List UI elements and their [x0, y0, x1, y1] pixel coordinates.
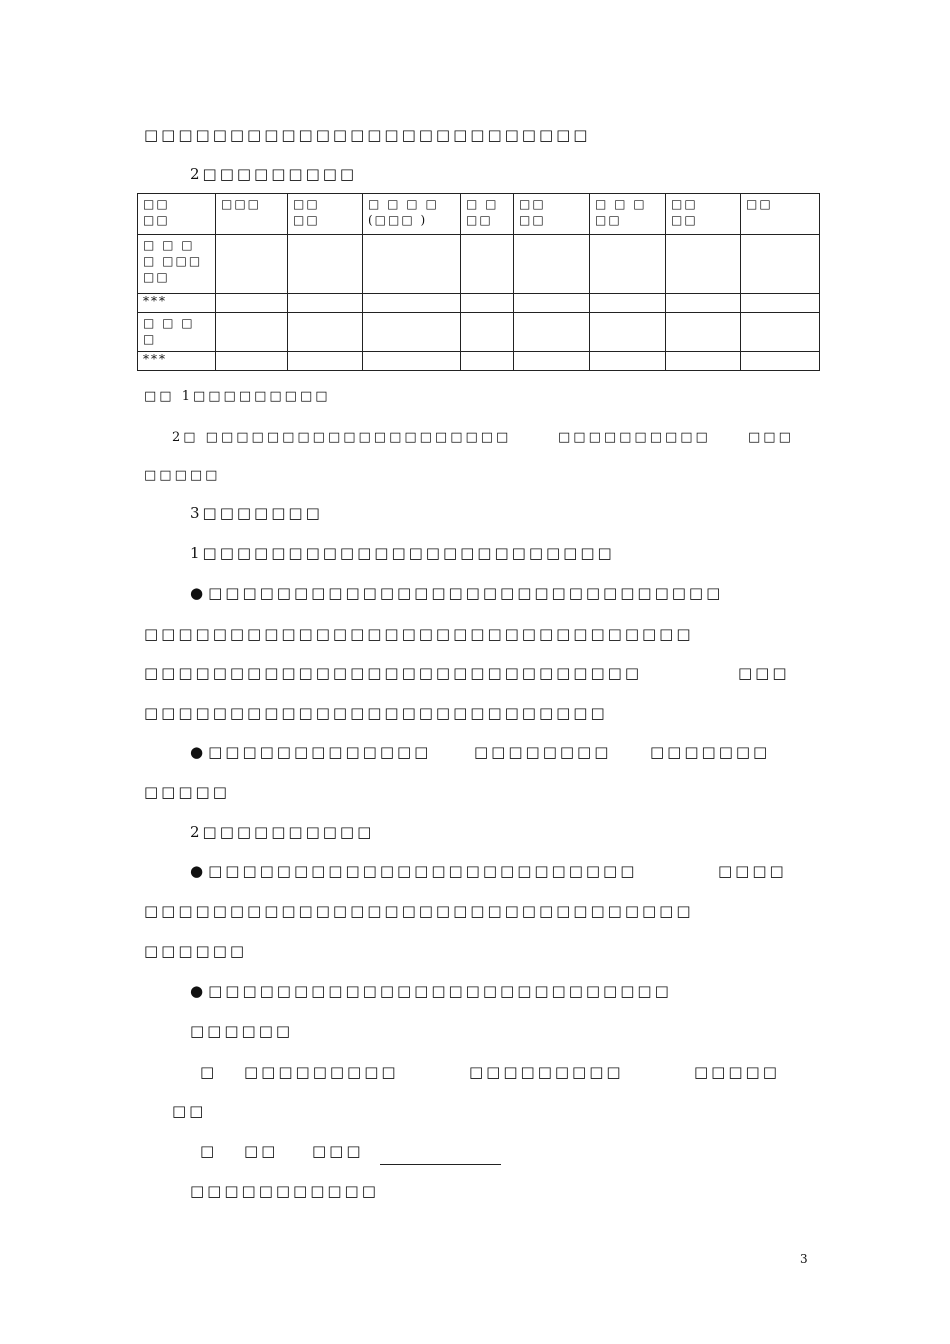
option-text: □□□ — [312, 1142, 364, 1160]
table-cell — [741, 352, 820, 371]
table-cell — [216, 352, 288, 371]
table-cell: □ □ □ □ — [138, 313, 216, 352]
table-cell — [461, 352, 514, 371]
table-cell — [216, 235, 288, 294]
table-cell — [363, 235, 461, 294]
table-cell — [590, 352, 666, 371]
table-cell — [514, 294, 590, 313]
table-cell — [741, 294, 820, 313]
list-item — [190, 861, 637, 881]
table-header-cell: □ □ □ □□ — [590, 194, 666, 235]
text-line: □□□□□□□□□□□□□□□□□□□□□□□□□□□□□ — [144, 664, 642, 682]
text-line: □□□□□□□□□□□□□□□□□□□□□□□□□□□□□□□□ — [144, 902, 694, 920]
option-text: □□□□□□□□□ — [469, 1063, 624, 1081]
table-cell — [590, 235, 666, 294]
table-cell — [216, 313, 288, 352]
text-line: □□□□□□ — [190, 1022, 294, 1040]
table-cell: *** — [138, 352, 216, 371]
bullet-icon: ● — [190, 743, 207, 761]
page-number: 3 — [800, 1252, 808, 1266]
table-note: □□ 1□□□□□□□□□ — [144, 389, 331, 404]
checkbox-mark: □ — [200, 1063, 218, 1081]
table-row — [138, 313, 820, 352]
table-note: 2□ □□□□□□□□□□□□□□□□□□□□ — [172, 430, 512, 445]
text-line: □□□□□□□□□□□□□□□□□□□□□□□□□□ — [144, 126, 591, 144]
table-header-cell: □□ □□ — [138, 194, 216, 235]
fill-in-blank — [380, 1163, 501, 1165]
table-cell — [288, 313, 363, 352]
table-note: □□□ — [748, 430, 794, 445]
subsection-heading: 1□□□□□□□□□□□□□□□□□□□□□□□□ — [190, 544, 615, 562]
table-cell — [288, 352, 363, 371]
table-cell — [666, 313, 741, 352]
data-table — [137, 193, 820, 371]
table-cell — [461, 235, 514, 294]
option-text: □□□□□ — [694, 1063, 780, 1081]
table-header-cell: □□ □□ — [666, 194, 741, 235]
table-cell — [461, 294, 514, 313]
text-line: □□ — [172, 1102, 207, 1120]
text-line: □□□□□□□ — [650, 743, 771, 761]
option-text: □□□□□□□□□ — [244, 1063, 399, 1081]
table-cell — [363, 352, 461, 371]
table-cell — [288, 294, 363, 313]
table-cell — [741, 313, 820, 352]
table-cell — [590, 294, 666, 313]
table-cell — [514, 352, 590, 371]
table-row — [138, 235, 820, 294]
list-item — [190, 742, 431, 762]
bullet-icon: ● — [190, 862, 207, 880]
table-cell — [514, 313, 590, 352]
table-note: □□□□□□□□□□ — [558, 430, 711, 445]
text-line: □□□□□□□□□□□□□□□□□□□□□□□□□□□□□□□□ — [144, 625, 694, 643]
table-cell: *** — [138, 294, 216, 313]
table-header-cell: □ □ □□ — [461, 194, 514, 235]
table-cell: □ □ □ □ □□□ □□ — [138, 235, 216, 294]
text-line: □□□□□ — [144, 783, 230, 801]
table-cell — [363, 294, 461, 313]
table-cell — [666, 294, 741, 313]
text-line: □□□□ — [718, 862, 787, 880]
text-line: □□□□□□ — [144, 942, 248, 960]
bullet-icon: ● — [190, 982, 207, 1000]
table-cell — [666, 352, 741, 371]
table-cell — [666, 235, 741, 294]
option-text: □□ — [244, 1142, 279, 1160]
text-line: □□□ — [738, 664, 790, 682]
table-header-cell: □□ □□ — [288, 194, 363, 235]
table-header-cell: □□□ — [216, 194, 288, 235]
section-heading: 2□□□□□□□□□ — [190, 165, 358, 183]
table-cell — [363, 313, 461, 352]
table-row — [138, 294, 820, 313]
table-cell — [461, 313, 514, 352]
list-item-text: □□□□□□□□□□□□□ — [208, 743, 432, 761]
checkbox-mark: □ — [200, 1142, 218, 1160]
subsection-heading: 2□□□□□□□□□□ — [190, 823, 375, 841]
table-header-cell: □ □ □ □ (□□□ ) — [363, 194, 461, 235]
text-line: □□□□□□□□ — [474, 743, 612, 761]
table-note: □□□□□ — [144, 468, 221, 483]
list-item-text: □□□□□□□□□□□□□□□□□□□□□□□□□□□ — [208, 982, 672, 1000]
text-line: □□□□□□□□□□□ — [190, 1182, 379, 1200]
text-line: □□□□□□□□□□□□□□□□□□□□□□□□□□□ — [144, 704, 608, 722]
table-cell — [216, 294, 288, 313]
table-header-cell: □□ □□ — [514, 194, 590, 235]
list-item — [190, 583, 723, 603]
list-item-text: □□□□□□□□□□□□□□□□□□□□□□□□□□□□□□ — [208, 584, 724, 602]
table-row — [138, 352, 820, 371]
table-cell — [514, 235, 590, 294]
table-header-row — [138, 194, 820, 235]
list-item — [190, 981, 672, 1001]
table-cell — [288, 235, 363, 294]
bullet-icon: ● — [190, 584, 207, 602]
table-header-cell: □□ — [741, 194, 820, 235]
section-heading: 3□□□□□□□ — [190, 504, 323, 522]
list-item-text: □□□□□□□□□□□□□□□□□□□□□□□□□ — [208, 862, 638, 880]
table-cell — [590, 313, 666, 352]
table-cell — [741, 235, 820, 294]
